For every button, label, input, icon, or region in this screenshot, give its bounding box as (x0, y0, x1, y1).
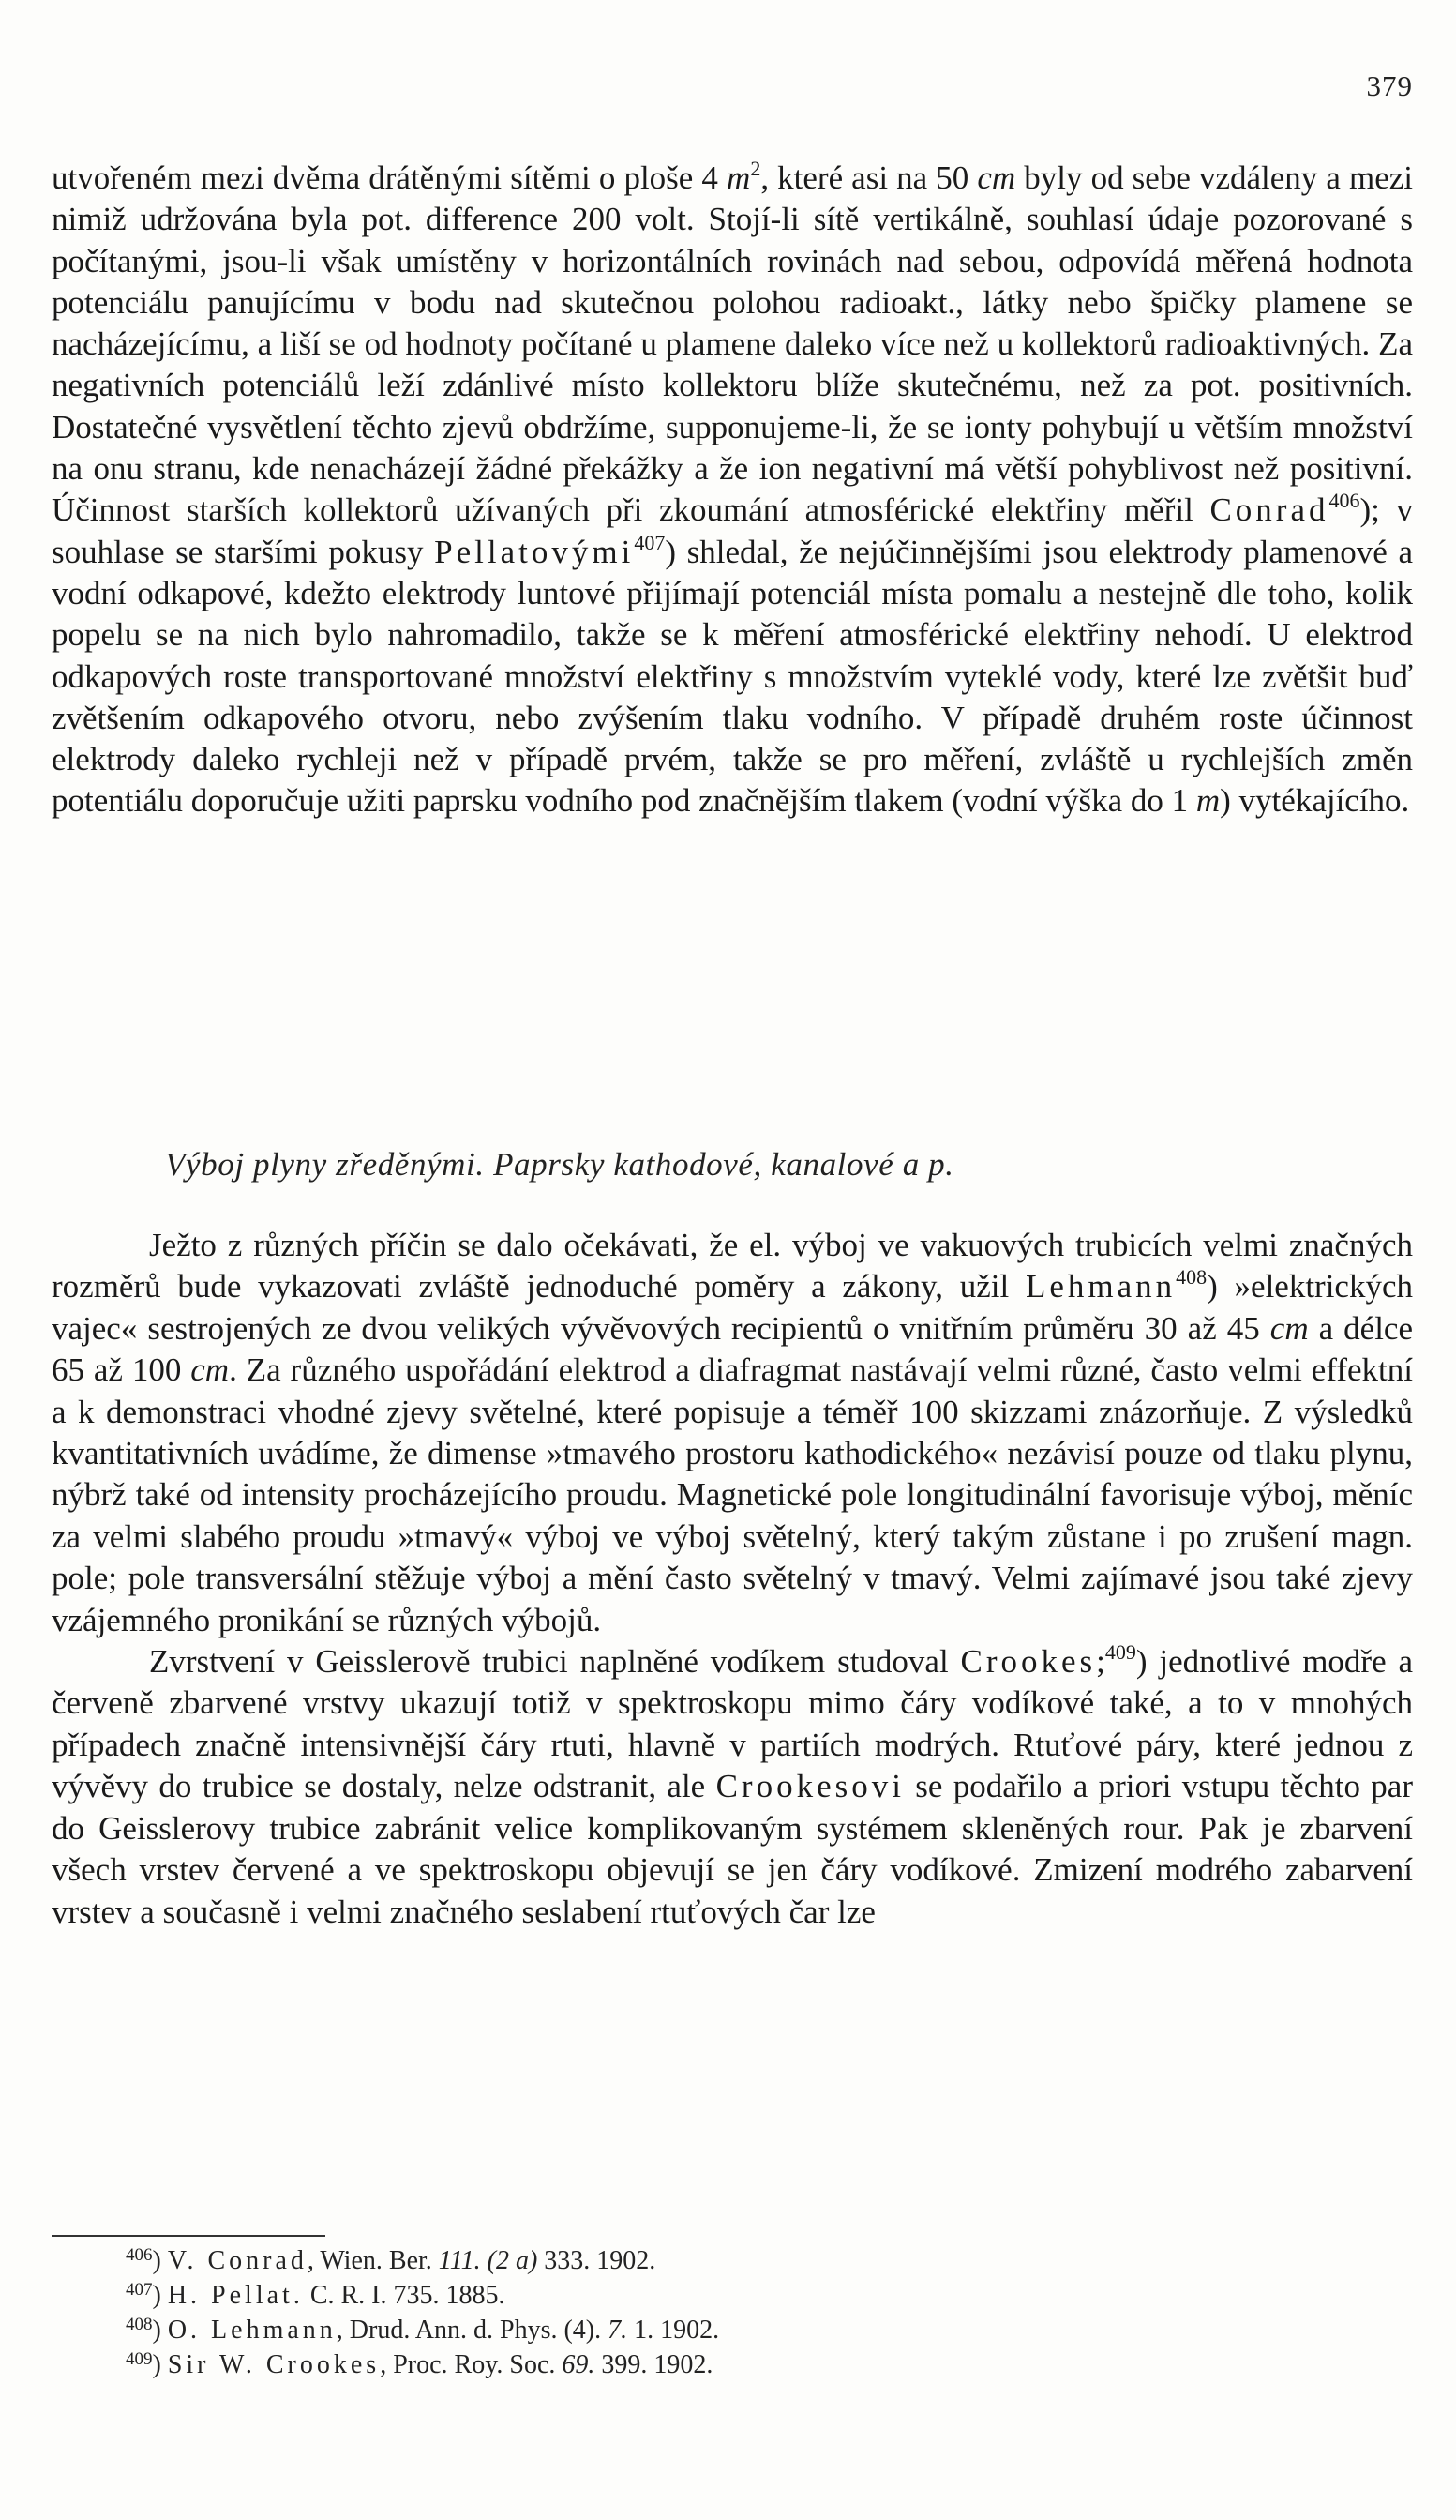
footnote-reference: 407 (634, 530, 666, 554)
footnote-author: O. Lehmann (167, 2316, 337, 2345)
footnote-pages: 1. 1902. (634, 2316, 720, 2345)
footnote-mark: 408 (126, 2315, 153, 2334)
footnote-author: H. Pellat. (167, 2281, 304, 2310)
unit-symbol: m (1195, 782, 1221, 820)
paragraph-3: Zvrstvení v Geisslerově trubici naplněné vodíkem studoval Crookes;$^{409}$) jednotlivé modře a červeně zbarvené vrstvy ukazují totiž v spektroskopu mimo čáry vodíkové také, a to v mnohých případech značně intensivnější čáry rtuti, hlavně v partiích modrých. Rtuťové páry, které jednou z vývěvy do trubice se dostaly, nelze odstranit, ale Crookesovi se podařilo a priori vstupu těchto par do Geisslerovy trubice zabránit velice komplikovaným systémem skleněných rour. Pak je zbarvení všech vrstev červené a ve spektroskopu objevují se jen čáry vodíkové. Zmizení modrého zabarvení vrstev a současně i velmi značného seslabení rtuťových čar lze (52, 1640, 1413, 1930)
footnote-volume: 111. (438, 2246, 481, 2275)
section-heading: Výboj plyny zředěnými. Paprsky kathodové, kanalové a p. (165, 1146, 954, 1183)
text-run: utvořeném mezi dvěma drátěnými sítěmi o ploše 4 (52, 159, 728, 196)
unit-symbol: cm (1269, 1309, 1309, 1347)
footnote-source: Proc. Roy. Soc. (393, 2350, 556, 2379)
footnote-source: C. R. I. (309, 2281, 387, 2310)
text-run: byly od sebe vzdáleny a mezi nimiž udržována byla pot. difference 200 volt. Stojí-li sítě vertikálně, souhlasí údaje pozorované s počítanými, jsou-li však umístěny v horizontálních rovinách nad sebou, odpovídá měřená hodnota potenciálu panujícímu v bodu nad skutečnou polohou radioakt., látky nebo špičky plamene se nacházejícímu, a liší se od hodnoty počítané u plamene daleko více než u kollektorů radioaktivných. Za negativních potenciálů leží zdánlivé místo kollektoru blíže skutečnému, než za pot. positivních. Dostatečné vysvětlení těchto zjevů obdržíme, supponujeme-li, že se ionty pohybují u větším množství na onu stranu, kde nenacházejí žádné překážky a že ion negativní má větší pohyblivost než positivní. Účinnost starších kollektorů užívaných při zkoumání atmosférické elektřiny měřil (52, 159, 1414, 529)
footnote-mark: 406 (126, 2245, 153, 2265)
footnote-mark: 409 (126, 2349, 153, 2369)
text-run: ); v souhlase se staršími pokusy (52, 491, 1413, 570)
footnote-reference: 408 (1176, 1265, 1208, 1290)
footnote-source: Wien. Ber. (320, 2246, 432, 2275)
footnote-pages: 333. 1902. (544, 2246, 656, 2275)
footnote-author: V. Conrad (167, 2246, 308, 2275)
text-run: Ježto z různých příčin se dalo očekávati, že el. výboj ve vakuových trubicích velmi značných rozměrů bude vykazovati zvláště jednoduché poměry a zákony, užil (52, 1227, 1413, 1305)
unit-symbol: cm (190, 1351, 230, 1389)
footnote-item: $^{406}$) V. Conrad, Wien. Ber. 111. (2 a) 333. 1902. (126, 2245, 656, 2275)
text-run: ) »elektrických vajec« sestrojených ze dvou velikých vývěvových recipientů o vnitřním průměru 30 až 45 (52, 1268, 1413, 1347)
footnote-pages: 399. 1902. (601, 2350, 713, 2379)
unit-symbol: m (727, 159, 751, 196)
text-run: Zvrstvení v Geisslerově trubici naplněné vodíkem studoval (149, 1643, 961, 1681)
footnote-item: $^{408}$) O. Lehmann, Drud. Ann. d. Phys. (4). 7. 1. 1902. (126, 2315, 720, 2345)
footnote-volume: 7. (608, 2316, 628, 2345)
text-run: , které asi na 50 (760, 159, 978, 196)
author-name: Lehmann (1025, 1268, 1177, 1305)
footnote-item: $^{409}$) Sir W. Crookes, Proc. Roy. Soc. 69. 399. 1902. (126, 2349, 713, 2379)
footnote-source: Drud. Ann. d. Phys. (4). (349, 2316, 602, 2345)
text-run: a délce 65 až 100 (52, 1309, 1413, 1389)
author-name: Pellatovými (434, 533, 635, 570)
paragraph-1 (52, 158, 1413, 822)
footnote-reference: 406 (1328, 489, 1360, 513)
page-number: 379 (1366, 69, 1413, 102)
text-run: ) vytékajícího. (1220, 782, 1410, 820)
footnote-pages: 735. 1885. (393, 2281, 505, 2310)
exponent: 2 (750, 157, 761, 180)
paragraph-2 (52, 1225, 1413, 1641)
author-name: Crookesovi (715, 1768, 905, 1805)
text-run: ) shledal, že nejúčinnějšími jsou elektrody plamenové a vodní odkapové, kdežto elektrody luntové přijímají potenciál místa pomalu a nestejně dle toho, kolik popelu se na nich bylo nahromadilo, takže se k měření atmosférické elektřiny nehodí. U elektrod odkapových roste transportované množství elektřiny s množstvím vyteklé vody, které lze zvětšit buď zvětšením odkapového otvoru, nebo zvýšením tlaku vodního. V případě druhém roste účinnost elektrody daleko rychleji než v případě prvém, takže se pro měření, zvláště u rychlejších změn potentiálu doporučuje užiti paprsku vodního pod značnějším tlakem (vodní výška do 1 (52, 533, 1413, 820)
footnote-part: (2 a) (487, 2246, 538, 2275)
section-body (52, 1225, 1413, 1933)
footnote-item: $^{407}$) H. Pellat. C. R. I. 735. 1885. (126, 2280, 505, 2310)
footnote-volume: 69. (562, 2350, 595, 2379)
footnote-author: Sir W. Crookes (167, 2350, 381, 2379)
footnote-reference: 409 (1104, 1640, 1136, 1665)
unit-symbol: cm (977, 159, 1016, 196)
text-run: ) jednotlivé modře a červeně zbarvené vrstvy ukazují totiž v spektroskopu mimo čáry vodíkové také, a to v mnohých případech značně intensivnější čáry rtuti, hlavně v partiích modrých. Rtuťové páry, které jednou z vývěvy do trubice se dostaly, nelze odstranit, ale (52, 1643, 1413, 1805)
footnote-divider (52, 2235, 325, 2237)
author-name: Conrad (1209, 491, 1329, 529)
footnote-mark: 407 (126, 2280, 153, 2300)
footnotes (126, 2243, 1251, 2382)
text-run: se podařilo a priori vstupu těchto par do Geisslerovy trubice zabránit velice komplikovaným systémem skleněných rour. Pak je zbarvení všech vrstev červené a ve spektroskopu objevují se jen čáry vodíkové. Zmizení modrého zabarvení vrstev a současně i velmi značného seslabení rtuťových čar lze (52, 1768, 1413, 1930)
author-name: Crookes (960, 1643, 1097, 1681)
text-run: . Za různého uspořádání elektrod a diafragmat nastávají velmi různé, často velmi effektní a k demonstraci vhodné zjevy světelné, které popisuje a téměř 100 skizzami znázorňuje. Z výsledků kvantitativních uvádíme, že dimense »tmavého prostoru kathodického« nezávisí pouze od tlaku plynu, nýbrž také od intensity procházejícího proudu. Magnetické pole longitudinální favorisuje výboj, měníc za velmi slabého proudu »tmavý« výboj ve výboj světelný, který takým zůstane i po zrušení magn. pole; pole transversální stěžuje výboj a mění často světelný v tmavý. Velmi zajímavé jsou také zjevy vzájemného pronikání se různých výbojů. (52, 1351, 1413, 1638)
